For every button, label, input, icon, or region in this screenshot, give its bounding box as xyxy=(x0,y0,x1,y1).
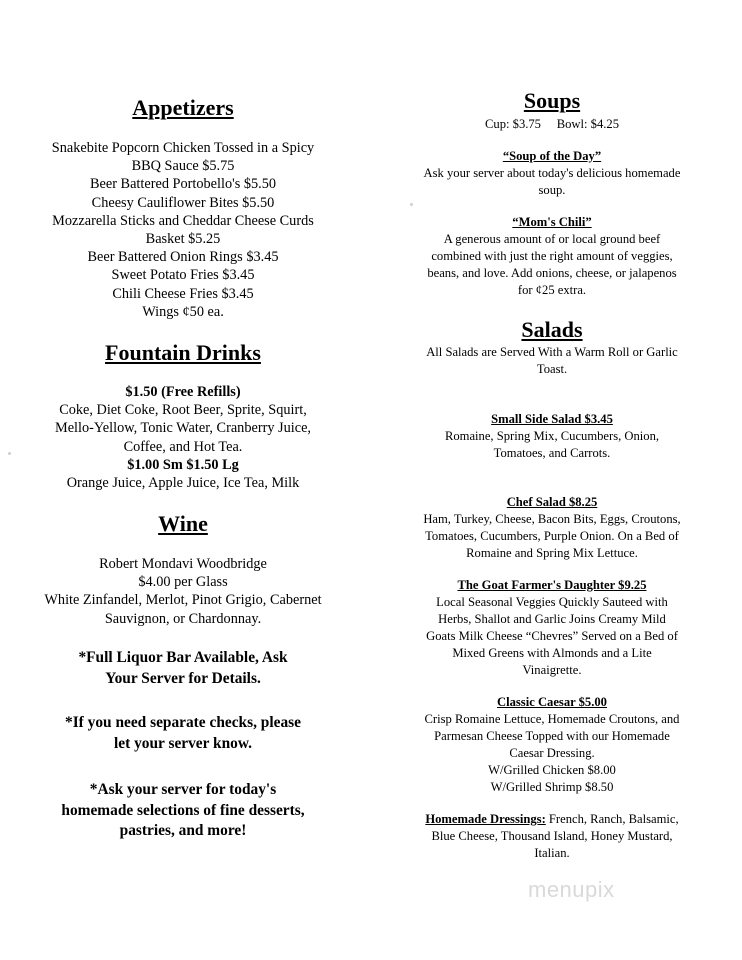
salad-desc-line: Ham, Turkey, Cheese, Bacon Bits, Eggs, Croutons, xyxy=(423,511,681,526)
soup-prices xyxy=(396,116,708,133)
salad-desc-line: Vinaigrette. xyxy=(522,662,582,677)
homemade-dressings xyxy=(396,811,708,862)
moms-chili-line: combined with just the right amount of veggies, xyxy=(431,248,673,263)
wine-line: $4.00 per Glass xyxy=(138,574,228,591)
fountain-drink-line: Orange Juice, Apple Juice, Ice Tea, Milk xyxy=(66,475,300,492)
appetizer-line: Cheesy Cauliflower Bites $5.50 xyxy=(91,194,275,211)
moms-chili-line: for ¢25 extra. xyxy=(517,282,587,297)
dressings-line: Italian. xyxy=(534,845,570,860)
fountain-price-free-refills: $1.50 (Free Refills) xyxy=(125,384,241,400)
appetizer-line: BBQ Sauce $5.75 xyxy=(131,158,235,175)
chef-salad xyxy=(396,494,708,562)
salads-intro xyxy=(396,344,708,378)
soup-of-the-day-name: “Soup of the Day” xyxy=(502,149,602,163)
dressings-first-line xyxy=(396,811,708,828)
salad-name: Chef Salad $8.25 xyxy=(506,495,598,509)
salad-desc-line: Tomatoes, Cucumbers, Purple Onion. On a Bed of xyxy=(425,528,679,543)
soup-of-the-day xyxy=(396,148,708,199)
note-line: *Full Liquor Bar Available, Ask xyxy=(78,649,288,666)
small-side-salad xyxy=(396,411,708,462)
salad-desc-line: Romaine and Spring Mix Lettuce. xyxy=(466,545,638,560)
salad-desc-line: Romaine, Spring Mix, Cucumbers, Onion, xyxy=(444,428,660,443)
appetizer-line: Beer Battered Portobello's $5.50 xyxy=(89,176,276,193)
fountain-price-sizes: $1.00 Sm $1.50 Lg xyxy=(127,456,239,473)
note-line: Your Server for Details. xyxy=(105,669,261,687)
salad-desc-line: Tomatoes, and Carrots. xyxy=(493,445,611,460)
salad-desc-line: Mixed Greens with Almonds and a Lite xyxy=(452,645,652,660)
moms-chili xyxy=(396,214,708,299)
classic-caesar-salad xyxy=(396,694,708,795)
desserts-note xyxy=(22,780,344,842)
wine-line: Robert Mondavi Woodbridge xyxy=(99,556,267,572)
fountain-drink-line: Mello-Yellow, Tonic Water, Cranberry Juice, xyxy=(54,420,312,437)
appetizer-line: Sweet Potato Fries $3.45 xyxy=(111,267,255,284)
scan-speck xyxy=(410,203,413,206)
salads-intro-line: Toast. xyxy=(536,361,568,376)
salad-desc-line: Herbs, Shallot and Garlic Joins Creamy Mild xyxy=(438,611,666,626)
soup-of-the-day-line: soup. xyxy=(538,182,566,197)
fountain-drink-line: Coke, Diet Coke, Root Beer, Sprite, Squirt, xyxy=(59,402,307,419)
salad-desc-line: W/Grilled Shrimp $8.50 xyxy=(490,779,614,794)
dressings-line: Blue Cheese, Thousand Island, Honey Mustard, xyxy=(431,828,673,843)
moms-chili-name: “Mom's Chili” xyxy=(512,215,592,229)
salad-desc-line: Local Seasonal Veggies Quickly Sauteed with xyxy=(436,594,668,609)
fountain-drinks-heading: Fountain Drinks xyxy=(105,340,261,365)
note-line: pastries, and more! xyxy=(119,822,247,840)
appetizer-line: Wings ¢50 ea. xyxy=(142,303,224,320)
menupix-watermark: menupix xyxy=(528,877,615,902)
salad-desc-line: Goats Milk Cheese “Chevres” Served on a Bed of xyxy=(426,628,678,643)
salad-desc-line: Caesar Dressing. xyxy=(509,745,595,760)
note-line: homemade selections of fine desserts, xyxy=(61,801,305,819)
soup-cup-bowl-prices: Cup: $3.75 Bowl: $4.25 xyxy=(485,117,619,131)
salad-name: Classic Caesar $5.00 xyxy=(497,695,607,709)
note-line: *If you need separate checks, please xyxy=(65,714,301,731)
soup-of-the-day-line: Ask your server about today's delicious homemade xyxy=(423,165,681,180)
liquor-bar-note xyxy=(22,648,344,689)
wine-list xyxy=(22,555,344,628)
appetizer-line: Mozzarella Sticks and Cheddar Cheese Curds xyxy=(52,212,314,229)
appetizer-line: Beer Battered Onion Rings $3.45 xyxy=(87,249,279,266)
note-line: let your server know. xyxy=(114,734,252,752)
fountain-drinks-list xyxy=(22,383,344,492)
salad-desc-line: Parmesan Cheese Topped with our Homemade xyxy=(434,728,670,743)
wine-line: Sauvignon, or Chardonnay. xyxy=(104,610,262,627)
salad-desc-line: Crisp Romaine Lettuce, Homemade Croutons, and xyxy=(424,711,680,726)
separate-checks-note xyxy=(22,713,344,754)
salads-heading: Salads xyxy=(521,317,583,342)
moms-chili-line: A generous amount of or local ground beef xyxy=(443,231,661,246)
appetizer-line: Chili Cheese Fries $3.45 xyxy=(112,285,254,302)
soups-heading: Soups xyxy=(523,88,581,113)
note-line: *Ask your server for today's xyxy=(89,781,277,798)
appetizers-heading: Appetizers xyxy=(132,95,234,120)
salad-name: Small Side Salad $3.45 xyxy=(491,412,613,426)
scan-speck xyxy=(8,452,11,455)
fountain-drink-line: Coffee, and Hot Tea. xyxy=(123,438,243,455)
salads-intro-line: All Salads are Served With a Warm Roll or Garlic xyxy=(426,345,678,359)
dressings-first-items: French, Ranch, Balsamic, xyxy=(545,812,679,826)
moms-chili-line: beans, and love. Add onions, cheese, or jalapenos xyxy=(427,265,677,280)
goat-farmers-daughter-salad xyxy=(396,577,708,678)
dressings-label: Homemade Dressings: xyxy=(425,812,546,826)
wine-heading: Wine xyxy=(158,511,208,536)
salad-name: The Goat Farmer's Daughter $9.25 xyxy=(457,578,647,592)
appetizer-line: Snakebite Popcorn Chicken Tossed in a Spicy xyxy=(51,140,315,156)
wine-line: White Zinfandel, Merlot, Pinot Grigio, Cabernet xyxy=(44,592,322,609)
salad-desc-line: W/Grilled Chicken $8.00 xyxy=(488,762,616,777)
appetizer-line: Basket $5.25 xyxy=(145,231,221,248)
appetizers-list xyxy=(22,139,344,321)
